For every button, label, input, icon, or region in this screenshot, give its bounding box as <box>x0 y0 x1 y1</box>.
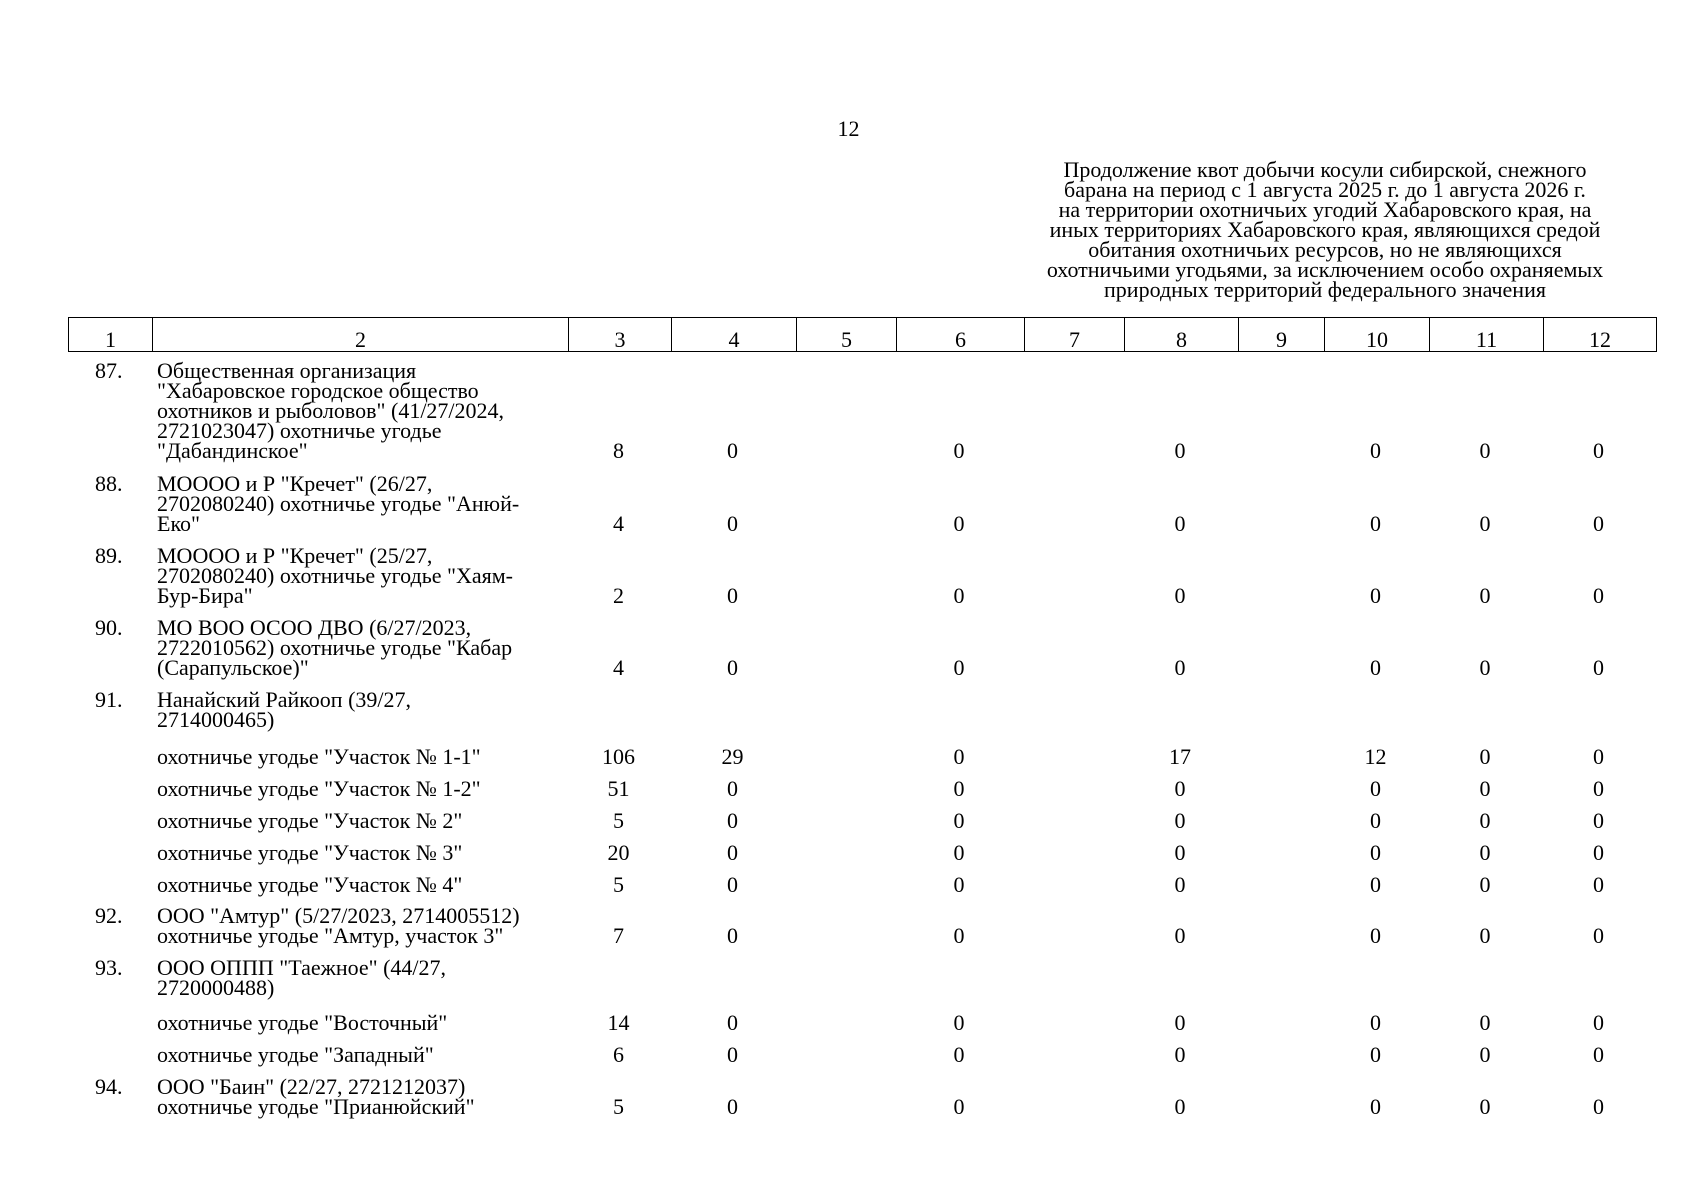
table-cell: 0 <box>953 511 965 536</box>
row-name-line: 2721023047) охотничье угодье <box>157 418 442 443</box>
row-number: 93. <box>95 955 123 980</box>
table-cell: 51 <box>607 776 630 801</box>
table-cell: 0 <box>1174 808 1186 833</box>
row-name <box>157 872 577 897</box>
table-cell: 0 <box>1593 1010 1604 1035</box>
table-cell: 0 <box>953 1042 965 1067</box>
row-name-line: охотничье угодье "Участок № 4" <box>157 872 463 897</box>
row-name-line: 2702080240) охотничье угодье "Анюй- <box>157 491 520 516</box>
table-cell: 0 <box>1593 438 1604 463</box>
table-cell: 0 <box>1370 1094 1381 1119</box>
table-cell: 0 <box>1174 583 1186 608</box>
table-cell: 0 <box>1593 872 1604 897</box>
column-header: 8 <box>1124 318 1238 351</box>
row-name-line: 2714000465) <box>157 707 275 732</box>
caption-line: охотничьими угодьями, за исключением особо охраняемых <box>1046 257 1604 282</box>
table-cell: 0 <box>1370 808 1381 833</box>
table-cell: 0 <box>727 840 738 865</box>
table-cell: 0 <box>727 1010 738 1035</box>
table-cell: 12 <box>1364 744 1387 769</box>
table-cell: 0 <box>953 438 965 463</box>
table-cell: 0 <box>1370 655 1381 680</box>
table-cell: 0 <box>1593 655 1604 680</box>
table-cell: 0 <box>1479 511 1491 536</box>
table-cell: 0 <box>1370 1042 1381 1067</box>
table-cell: 0 <box>727 511 738 536</box>
table-cell: 0 <box>1479 744 1491 769</box>
table-cell: 0 <box>953 1010 965 1035</box>
table-cell: 0 <box>1370 840 1381 865</box>
table-cell: 0 <box>1479 808 1491 833</box>
table-cell: 0 <box>953 776 965 801</box>
table-cell: 0 <box>1479 1042 1491 1067</box>
table-cell: 2 <box>613 583 624 608</box>
row-name-line: Общественная организация <box>157 358 417 383</box>
table-cell: 0 <box>727 808 738 833</box>
row-name-line: "Дабандинское" <box>157 438 308 463</box>
row-name <box>157 744 577 769</box>
column-header: 2 <box>152 318 568 351</box>
table-cell: 0 <box>1479 1010 1491 1035</box>
table-cell: 0 <box>1370 923 1381 948</box>
table-cell: 0 <box>1174 655 1186 680</box>
page-number: 12 <box>837 116 860 141</box>
table-cell: 29 <box>721 744 744 769</box>
row-name-line: 2722010562) охотничье угодье "Кабар <box>157 635 513 660</box>
row-number: 89. <box>95 543 123 568</box>
row-name-line: охотничье угодье "Восточный" <box>157 1010 448 1035</box>
row-name <box>157 808 577 833</box>
table-cell: 0 <box>1174 1010 1186 1035</box>
table-cell: 0 <box>1370 511 1381 536</box>
table-cell: 0 <box>1593 583 1604 608</box>
column-header: 5 <box>796 318 896 351</box>
row-name-line: охотничье угодье "Участок № 2" <box>157 808 463 833</box>
table-cell: 0 <box>1370 583 1381 608</box>
table-cell: 0 <box>1370 438 1381 463</box>
row-name <box>157 840 577 865</box>
table-cell: 0 <box>1370 872 1381 897</box>
caption-line: на территории охотничьих угодий Хабаровского края, на <box>1058 197 1592 222</box>
table-cell: 0 <box>1174 1094 1186 1119</box>
table-cell: 0 <box>727 438 738 463</box>
table-cell: 0 <box>1174 923 1186 948</box>
table-cell: 7 <box>613 923 624 948</box>
row-number: 87. <box>95 358 123 383</box>
table-cell: 0 <box>1593 1042 1604 1067</box>
row-name <box>157 1010 577 1035</box>
row-name-line: ООО ОППП "Таежное" (44/27, <box>157 955 447 980</box>
row-number: 90. <box>95 615 123 640</box>
table-cell: 0 <box>1479 776 1491 801</box>
table-cell: 5 <box>613 1094 624 1119</box>
row-name-line: охотничье угодье "Участок № 1-2" <box>157 776 481 801</box>
column-header: 9 <box>1238 318 1324 351</box>
row-name-line: охотничье угодье "Западный" <box>157 1042 434 1067</box>
table-cell: 0 <box>1174 872 1186 897</box>
column-header: 6 <box>896 318 1024 351</box>
table-cell: 0 <box>953 923 965 948</box>
table-cell: 0 <box>727 872 738 897</box>
table-cell: 0 <box>727 923 738 948</box>
table-cell: 0 <box>1479 1094 1491 1119</box>
row-name-line: охотничье угодье "Прианюйский" <box>157 1094 475 1119</box>
table-cell: 0 <box>1479 655 1491 680</box>
table-cell: 0 <box>727 583 738 608</box>
table-cell: 4 <box>613 511 624 536</box>
table-cell: 0 <box>1479 438 1491 463</box>
row-number: 92. <box>95 903 123 928</box>
table-cell: 0 <box>1479 840 1491 865</box>
table-cell: 0 <box>1593 511 1604 536</box>
row-name-line: МОООО и Р "Кречет" (26/27, <box>157 471 433 496</box>
caption-line: природных территорий федерального значения <box>1104 277 1546 302</box>
column-header: 12 <box>1543 318 1656 351</box>
table-cell: 0 <box>1370 1010 1381 1035</box>
row-number: 88. <box>95 471 123 496</box>
table-cell: 8 <box>613 438 624 463</box>
table-cell: 0 <box>1593 744 1604 769</box>
row-name <box>157 471 577 536</box>
table-cell: 0 <box>727 1094 738 1119</box>
table-cell: 0 <box>727 776 738 801</box>
table-cell: 0 <box>1174 511 1186 536</box>
caption-line: Продолжение квот добычи косули сибирской, снежного <box>1063 157 1587 182</box>
table-cell: 0 <box>1174 1042 1186 1067</box>
caption-line: барана на период с 1 августа 2025 г. до 1 августа 2026 г. <box>1064 177 1586 202</box>
table-cell: 0 <box>727 655 738 680</box>
row-name <box>157 903 577 948</box>
row-name <box>157 543 577 608</box>
row-number: 91. <box>95 687 123 712</box>
table-cell: 6 <box>613 1042 624 1067</box>
table-cell: 106 <box>602 744 635 769</box>
table-cell: 0 <box>953 655 965 680</box>
table-cell: 0 <box>953 744 965 769</box>
row-name-line: охотничье угодье "Участок № 3" <box>157 840 463 865</box>
table-cell: 0 <box>1593 808 1604 833</box>
column-header: 4 <box>671 318 796 351</box>
row-name-line: "Хабаровское городское общество <box>157 378 479 403</box>
row-name-line: охотничье угодье "Амтур, участок 3" <box>157 923 504 948</box>
column-header: 3 <box>568 318 671 351</box>
table-cell: 0 <box>1479 583 1491 608</box>
table-cell: 0 <box>1479 872 1491 897</box>
table-cell: 0 <box>1174 776 1186 801</box>
row-name-line: ООО "Баин" (22/27, 2721212037) <box>157 1074 466 1099</box>
row-name-line: охотников и рыболовов" (41/27/2024, <box>157 398 505 423</box>
table-cell: 5 <box>613 872 624 897</box>
row-name-line: ООО "Амтур" (5/27/2023, 2714005512) <box>157 903 520 928</box>
row-name <box>157 1042 577 1067</box>
table-header-row <box>68 317 1657 352</box>
table-cell: 17 <box>1169 744 1191 769</box>
row-name-line: охотничье угодье "Участок № 1-1" <box>157 744 481 769</box>
table-cell: 0 <box>953 1094 965 1119</box>
table-cell: 0 <box>953 583 965 608</box>
row-name <box>157 1074 577 1119</box>
table-cell: 0 <box>953 808 965 833</box>
row-name-line: (Сарапульское)" <box>157 655 309 680</box>
table-cell: 20 <box>607 840 630 865</box>
table-cell: 0 <box>1479 923 1491 948</box>
row-name-line: Еко" <box>157 511 200 536</box>
caption-line: обитания охотничьих ресурсов, но не являющихся <box>1088 237 1562 262</box>
column-header: 11 <box>1429 318 1543 351</box>
table-cell: 0 <box>1174 840 1186 865</box>
row-name <box>157 615 577 680</box>
row-name-line: МОООО и Р "Кречет" (25/27, <box>157 543 433 568</box>
table-cell: 0 <box>1593 1094 1604 1119</box>
column-header: 7 <box>1024 318 1124 351</box>
table-cell: 14 <box>607 1010 630 1035</box>
row-number: 94. <box>95 1074 123 1099</box>
row-name <box>157 955 577 1000</box>
table-cell: 0 <box>953 872 965 897</box>
table-cell: 0 <box>953 840 965 865</box>
table-cell: 0 <box>1174 438 1186 463</box>
column-header: 10 <box>1324 318 1429 351</box>
row-name-line: Бур-Бира" <box>157 583 253 608</box>
table-cell: 4 <box>613 655 624 680</box>
row-name-line: Нанайский Райкооп (39/27, <box>157 687 412 712</box>
table-cell: 0 <box>727 1042 738 1067</box>
table-cell: 0 <box>1593 776 1604 801</box>
table-cell: 0 <box>1370 776 1381 801</box>
caption-line: иных территориях Хабаровского края, являющихся средой <box>1049 217 1601 242</box>
table-cell: 5 <box>613 808 624 833</box>
table-cell: 0 <box>1593 840 1604 865</box>
row-name <box>157 776 577 801</box>
table-caption <box>1005 157 1645 302</box>
row-name <box>157 358 577 463</box>
row-name <box>157 687 577 732</box>
row-name-line: 2702080240) охотничье угодье "Хаям- <box>157 563 514 588</box>
column-header: 1 <box>105 327 116 352</box>
row-name-line: МО ВОО ОСОО ДВО (6/27/2023, <box>157 615 472 640</box>
table-cell: 0 <box>1593 923 1604 948</box>
row-name-line: 2720000488) <box>157 975 275 1000</box>
